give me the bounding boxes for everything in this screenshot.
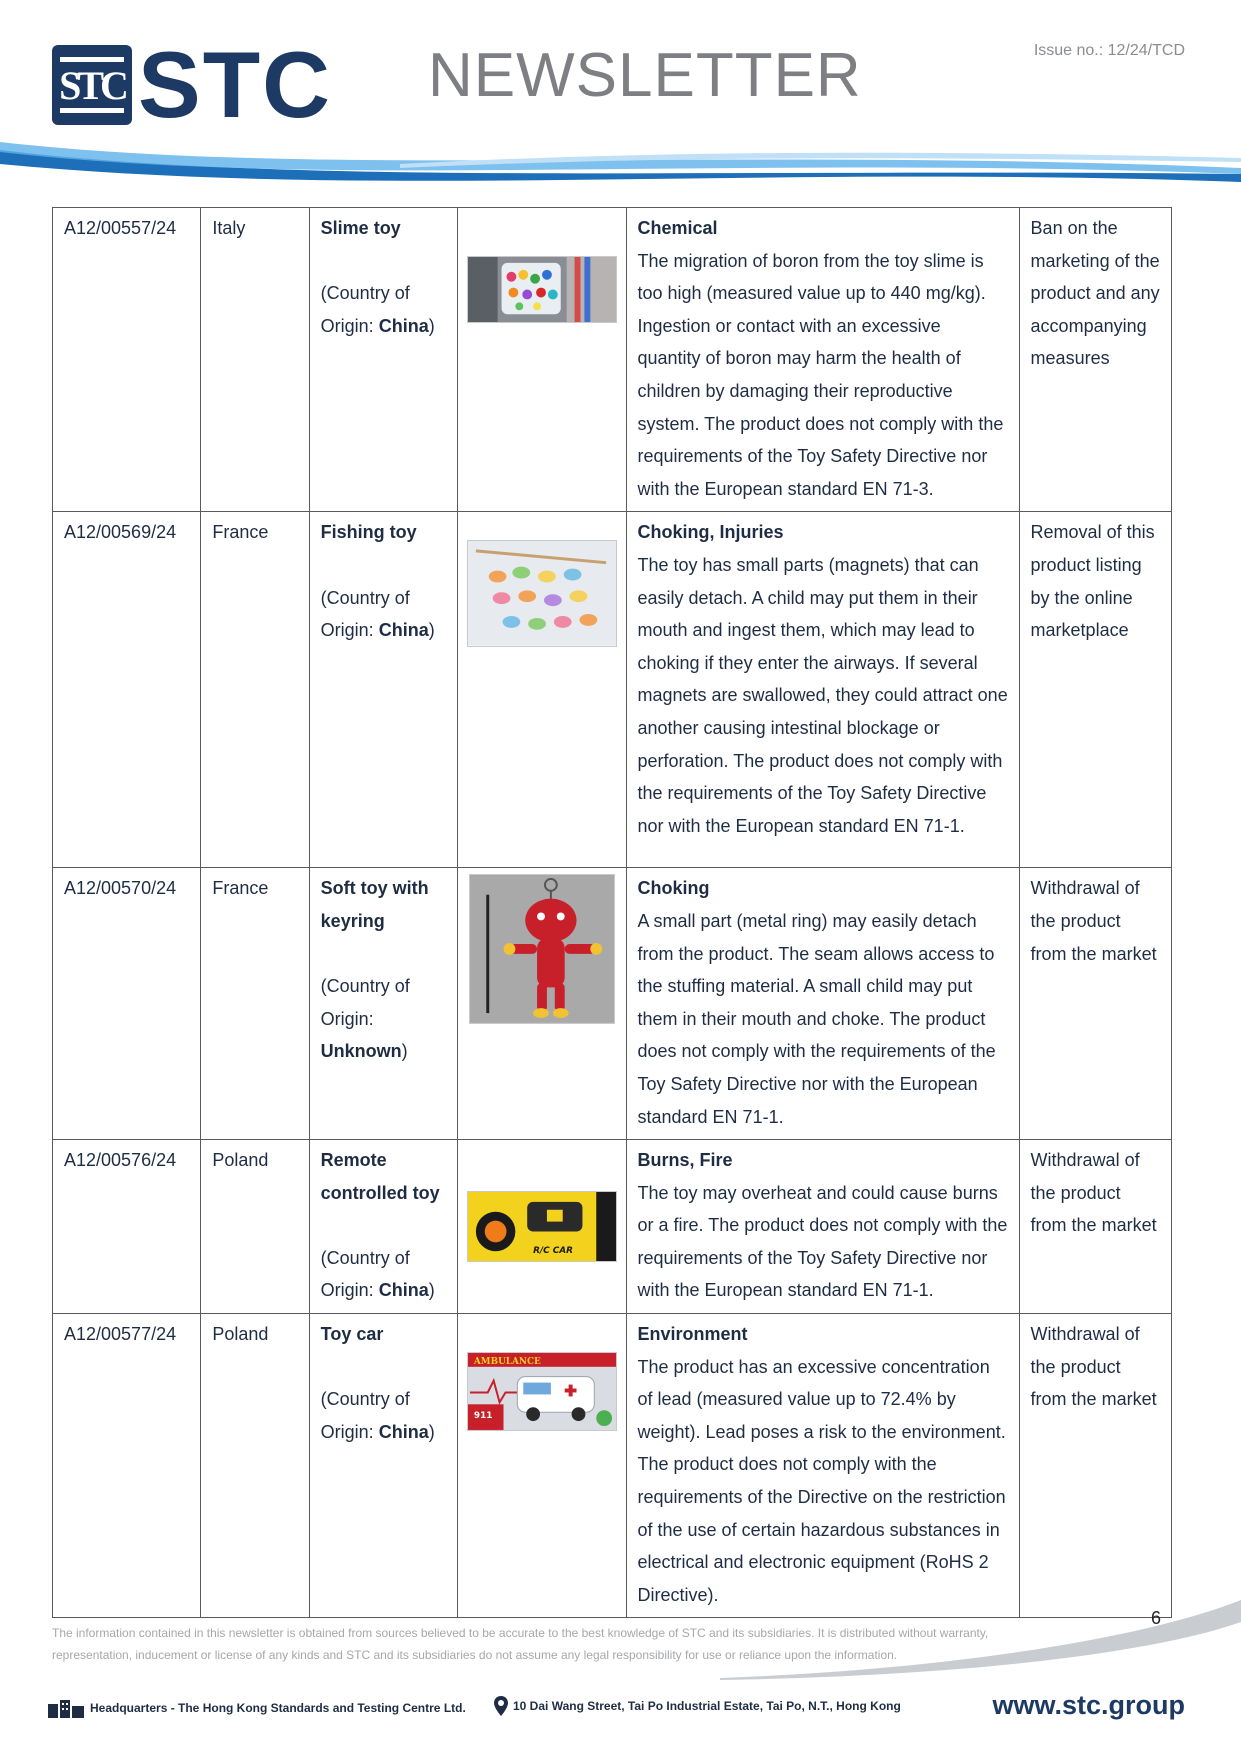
risk-description: The toy may overheat and could cause burns or a fire. The product does not comply with the requirements of the Toy Safety Directive nor with the European standard EN 71-1. [637, 1182, 1008, 1301]
wooden-fish-set-photo [467, 540, 617, 647]
origin-line [321, 277, 447, 342]
origin-suffix: ) [428, 315, 435, 336]
origin-country: Unknown [320, 1041, 402, 1062]
reference-cell: A12/00557/24 [53, 208, 201, 512]
address-line [494, 1696, 901, 1716]
reference-cell: A12/00576/24 [53, 1140, 201, 1314]
risk-type: Environment [637, 1324, 748, 1345]
origin-country: China [378, 620, 429, 641]
origin-prefix: (Country of Origin: [320, 283, 410, 336]
ambulance-box-photo [467, 1352, 617, 1431]
risk-type: Chemical [637, 218, 718, 238]
risk-description: A small part (metal ring) may easily detach from the product. The seam allows access to the stuffing material. A small child may put them in their mouth and choke. The product does not comply with the requirements of the Toy Safety Directive nor with the European standard EN 71-1. [637, 910, 996, 1127]
table-row [53, 208, 1172, 512]
product-name: Slime toy [320, 218, 401, 238]
risk-description: The toy has small parts (magnets) that can easily detach. A child may put them in their mouth and ingest them, which may lead to choking if they enter the airways. If several magnets are swallowed, they could attract one another causing intestinal blockage or perforation. The product does not comply with the requirements of the Toy Safety Directive nor with the European standard EN 71-1. [637, 554, 1008, 836]
product-cell [309, 512, 457, 868]
measure-cell: Withdrawal of the product from the market [1019, 1140, 1171, 1314]
ambulance-box-number: 911 [473, 1411, 493, 1422]
origin-line [321, 1242, 447, 1307]
table-row [53, 868, 1172, 1140]
disclaimer: The information contained in this newsletter is obtained from sources believed to be accurate to the best knowledge of STC and its subsidiaries. It is distributed without warranty, representation, inducement or license of any kinds and STC and its subsidiaries do not assume any legal responsibility for use or reliance upon the information. [52, 1626, 989, 1662]
table-row [53, 512, 1172, 868]
page-title: NEWSLETTER [428, 41, 862, 110]
headquarters-line [48, 1698, 466, 1718]
image-cell [458, 868, 626, 1140]
product-cell [309, 208, 457, 512]
country-cell: Poland [201, 1314, 309, 1618]
origin-line [321, 970, 447, 1068]
table-row [53, 1314, 1172, 1618]
country-cell: France [201, 868, 309, 1140]
product-name: Soft toy with keyring [320, 878, 429, 931]
rc-car-box-label: R/C CAR [532, 1246, 573, 1257]
product-cell [309, 1314, 457, 1618]
product-cell [309, 868, 457, 1140]
origin-country: China [378, 315, 429, 336]
table-row [53, 1140, 1172, 1314]
recall-table [52, 207, 1172, 1618]
origin-prefix: (Country of Origin: [320, 1247, 410, 1301]
reference-cell: A12/00570/24 [53, 868, 201, 1140]
risk-type: Burns, Fire [637, 1150, 733, 1171]
logo-wordmark: STC [138, 32, 332, 137]
risk-type: Choking, Injuries [637, 522, 784, 543]
page-number: 6 [1151, 1608, 1162, 1628]
origin-line [321, 1383, 447, 1448]
reference-cell: A12/00569/24 [53, 512, 201, 868]
origin-country: China [378, 1421, 429, 1442]
issue-number: Issue no.: 12/24/TCD [1033, 42, 1185, 59]
country-cell: Poland [201, 1140, 309, 1314]
origin-suffix: ) [428, 620, 435, 641]
image-cell [458, 1140, 626, 1314]
image-cell [458, 512, 626, 868]
logo-mark-text: STC [59, 62, 125, 108]
product-name: Fishing toy [320, 522, 417, 543]
building-icon [48, 1698, 84, 1718]
risk-cell [626, 1140, 1019, 1314]
website-link[interactable]: www.stc.group [992, 1690, 1185, 1720]
risk-cell [626, 208, 1019, 512]
address-text: 10 Dai Wang Street, Tai Po Industrial Estate, Tai Po, N.T., Hong Kong [513, 1699, 901, 1713]
origin-prefix: (Country of Origin: [320, 976, 410, 1029]
risk-description: The product has an excessive concentration of lead (measured value up to 72.4% by weight). Lead poses a risk to the environment. The product does not comply with the requirements of the Directive on the restriction of the use of certain hazardous substances in electrical and electronic equipment (RoHS 2 Directive). [637, 1356, 1006, 1605]
stc-logo-mark [52, 45, 132, 125]
risk-cell [626, 512, 1019, 868]
rc-car-box-photo [467, 1191, 617, 1262]
measure-cell: Ban on the marketing of the product and any accompanying measures [1019, 208, 1171, 512]
origin-country: China [378, 1280, 429, 1301]
image-cell [458, 208, 626, 512]
country-cell: Italy [201, 208, 309, 512]
origin-line [321, 582, 447, 647]
stc-logo [52, 32, 332, 137]
country-cell: France [201, 512, 309, 868]
origin-suffix: ) [401, 1041, 408, 1062]
origin-suffix: ) [428, 1280, 435, 1301]
red-plush-keyring-photo [469, 874, 615, 1024]
origin-prefix: (Country of Origin: [320, 1389, 410, 1442]
origin-suffix: ) [428, 1421, 435, 1442]
risk-type: Choking [637, 878, 710, 899]
image-cell [458, 1314, 626, 1618]
risk-description: The migration of boron from the toy slime is too high (measured value up to 440 mg/kg). Ingestion or contact with an excessive quantity of boron may harm the health of children by damaging their reproductive system. The product does not comply with the requirements of the Toy Safety Directive nor with the European standard EN 71-3. [637, 250, 1004, 499]
measure-cell: Withdrawal of the product from the market [1019, 868, 1171, 1140]
risk-cell [626, 1314, 1019, 1618]
product-cell [309, 1140, 457, 1314]
measure-cell: Withdrawal of the product from the market [1019, 1314, 1171, 1618]
risk-cell [626, 868, 1019, 1140]
product-name: Toy car [320, 1324, 384, 1345]
slime-jars-photo [467, 256, 617, 323]
reference-cell: A12/00577/24 [53, 1314, 201, 1618]
headquarters-text: Headquarters - The Hong Kong Standards and Testing Centre Ltd. [90, 1701, 466, 1715]
location-pin-icon [494, 1696, 508, 1716]
product-name: Remote controlled toy [320, 1150, 440, 1203]
header-swoosh [0, 138, 1241, 198]
ambulance-box-label: AMBULANCE [473, 1356, 541, 1367]
measure-cell: Removal of this product listing by the online marketplace [1019, 512, 1171, 868]
origin-prefix: (Country of Origin: [320, 587, 410, 641]
